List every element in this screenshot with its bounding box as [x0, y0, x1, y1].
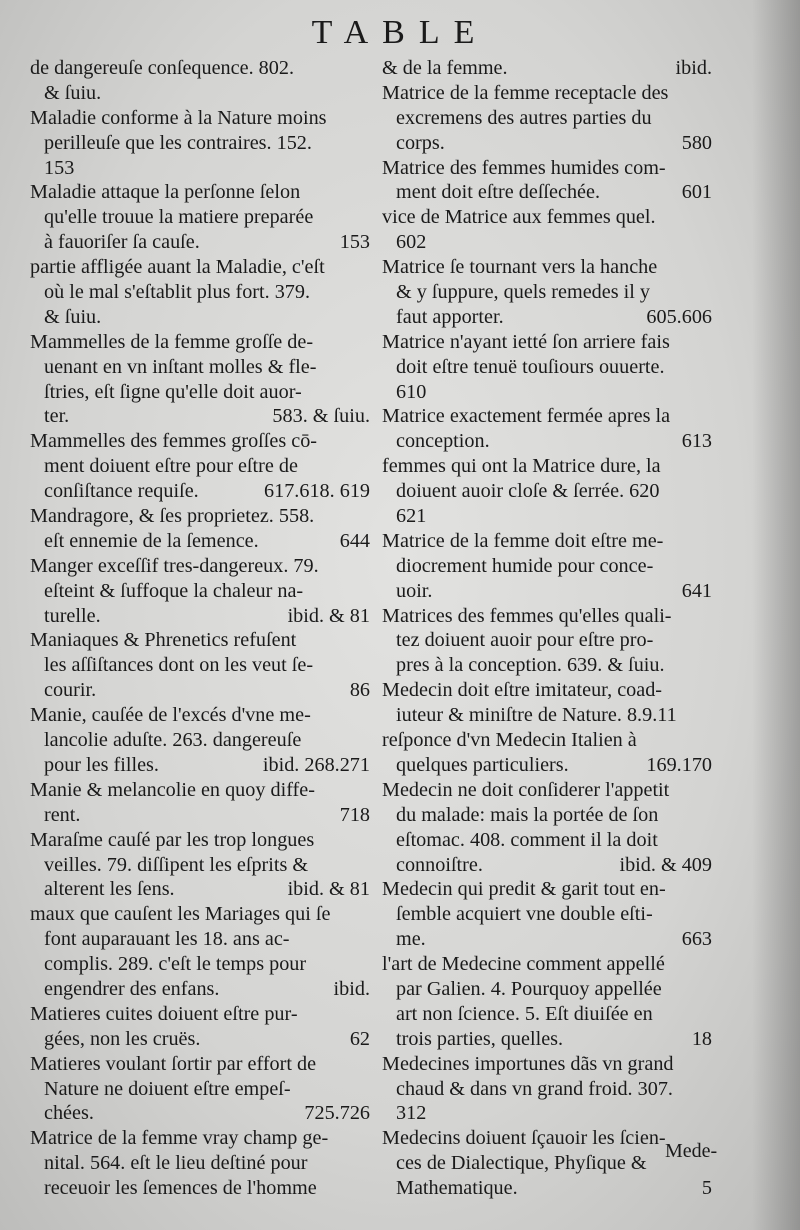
page-reference: 153	[339, 231, 370, 254]
entry-text: eſt ennemie de la ſemence.	[44, 529, 259, 552]
entry-line	[30, 877, 370, 902]
entry-line	[30, 454, 370, 479]
entry-text: Mammelles des femmes groſſes cō-	[30, 430, 318, 453]
entry-text: pres à la conception. 639. & ſuiu.	[396, 654, 665, 677]
entry-line	[30, 1126, 370, 1151]
entry-text: doit eſtre tenuë touſiours ouuerte.	[396, 355, 665, 378]
entry-text: diocrement humide pour conce-	[396, 554, 654, 577]
entry-text: Matrice exactement fermée apres la	[382, 405, 671, 428]
entry-text: ces de Dialectique, Phyſique &	[396, 1152, 647, 1175]
entry-line	[382, 803, 712, 828]
entry-line	[30, 653, 370, 678]
index-entry	[30, 106, 370, 181]
index-entry	[382, 81, 712, 156]
entry-line	[382, 81, 712, 106]
entry-line	[30, 131, 370, 156]
entry-line	[30, 504, 370, 529]
entry-text: Maladie attaque la perſonne ſelon	[30, 181, 301, 204]
index-entry	[382, 529, 712, 604]
entry-line	[382, 330, 712, 355]
page-reference: 580	[681, 131, 712, 154]
entry-line	[30, 205, 370, 230]
entry-line	[382, 1151, 712, 1176]
entry-line	[382, 56, 712, 81]
index-entry	[382, 330, 712, 405]
entry-line	[382, 902, 712, 927]
page-title: TABLE	[311, 14, 489, 51]
entry-text: trois parties, quelles.	[396, 1027, 564, 1050]
entry-text: du malade: mais la portée de ſon	[396, 803, 659, 826]
entry-text: chaud & dans vn grand froid. 307.	[396, 1077, 673, 1100]
entry-line	[30, 1027, 370, 1052]
page-reference: ibid. & 81	[287, 604, 370, 627]
entry-line	[382, 230, 712, 255]
entry-text: pour les filles.	[44, 753, 159, 776]
page-reference: 641	[681, 579, 712, 602]
entry-line	[30, 1077, 370, 1102]
entry-text: doiuent auoir cloſe & ſerrée. 620	[396, 480, 660, 503]
entry-line	[382, 828, 712, 853]
entry-line	[382, 529, 712, 554]
entry-line	[382, 678, 712, 703]
entry-line	[382, 554, 712, 579]
entry-line	[30, 678, 370, 703]
entry-text: vice de Matrice aux femmes quel.	[382, 206, 656, 229]
entry-line	[30, 604, 370, 629]
entry-text: ter.	[44, 405, 70, 428]
page-reference: ibid.	[333, 977, 370, 1000]
entry-text: ſtries, eſt ſigne qu'elle doit auor-	[44, 380, 302, 403]
entry-line	[382, 952, 712, 977]
index-entry	[382, 404, 712, 454]
page-reference: ibid. & 81	[287, 878, 370, 901]
page-edge-shadow	[752, 0, 800, 1230]
page-reference: 601	[681, 181, 712, 204]
entry-line	[382, 653, 712, 678]
entry-line	[382, 106, 712, 131]
entry-text: Matrices des femmes qu'elles quali-	[382, 604, 672, 627]
entry-line	[30, 180, 370, 205]
index-entry	[30, 554, 370, 629]
entry-text: où le mal s'eſtablit plus fort. 379.	[44, 281, 311, 304]
entry-text: excremens des autres parties du	[396, 106, 652, 129]
index-entry	[30, 429, 370, 504]
entry-text: chées.	[44, 1102, 94, 1125]
entry-line	[382, 977, 712, 1002]
entry-text: art non ſcience. 5. Eſt diuiſée en	[396, 1002, 653, 1025]
entry-line	[30, 81, 370, 106]
entry-line	[382, 280, 712, 305]
page-reference: 617.618. 619	[264, 480, 370, 503]
entry-text: veilles. 79. diſſipent les eſprits &	[44, 853, 309, 876]
entry-text: Manie, cauſée de l'excés d'vne me-	[30, 704, 311, 727]
entry-text: & ſuiu.	[44, 305, 102, 328]
entry-text: lancolie aduſte. 263. dangereuſe	[44, 729, 302, 752]
entry-text: les aſſiſtances dont on les veut ſe-	[44, 654, 314, 677]
page-reference: 605.606	[646, 305, 712, 328]
entry-line	[30, 927, 370, 952]
entry-text: & ſuiu.	[44, 81, 102, 104]
entry-text: conception.	[396, 430, 490, 453]
entry-text: Mathematique.	[396, 1177, 518, 1200]
entry-text: faut apporter.	[396, 305, 504, 328]
entry-text: & de la femme.	[382, 57, 508, 79]
entry-line	[382, 205, 712, 230]
page-reference: 169.170	[646, 753, 712, 776]
entry-line	[30, 1151, 370, 1176]
right-index-column	[382, 56, 712, 1201]
left-index-column	[30, 56, 370, 1201]
entry-line	[30, 255, 370, 280]
entry-line	[30, 429, 370, 454]
entry-line	[382, 778, 712, 803]
entry-line	[30, 703, 370, 728]
entry-text: de dangereuſe conſequence. 802.	[30, 57, 294, 79]
entry-line	[382, 355, 712, 380]
entry-text: l'art de Medecine comment appellé	[382, 953, 665, 976]
entry-text: iuteur & miniſtre de Nature. 8.9.11	[396, 704, 677, 727]
entry-text: receuoir les ſemences de l'homme	[44, 1177, 317, 1200]
entry-text: Maraſme cauſé par les trop longues	[30, 828, 315, 851]
page-reference: 718	[339, 803, 370, 826]
entry-text: Manie & melancolie en quoy diffe-	[30, 778, 315, 801]
entry-line	[382, 429, 712, 454]
index-entry	[30, 703, 370, 778]
entry-text: complis. 289. c'eſt le temps pour	[44, 953, 307, 976]
entry-text: gées, non les cruës.	[44, 1027, 201, 1050]
entry-line	[30, 778, 370, 803]
entry-line	[382, 604, 712, 629]
entry-text: nital. 564. eſt le lieu deſtiné pour	[44, 1152, 308, 1175]
index-entry	[382, 1126, 712, 1201]
entry-text: qu'elle trouue la matiere preparée	[44, 206, 314, 229]
entry-text: Nature ne doiuent eſtre empeſ-	[44, 1077, 291, 1100]
entry-text: à fauoriſer ſa cauſe.	[44, 231, 200, 254]
index-entry	[382, 728, 712, 778]
index-entry	[30, 828, 370, 903]
index-entry	[382, 952, 712, 1052]
index-entry	[30, 1052, 370, 1127]
page-reference: ibid. & 409	[619, 853, 712, 876]
entry-line	[30, 1101, 370, 1126]
entry-line	[30, 280, 370, 305]
entry-line	[382, 479, 712, 504]
entry-line	[382, 1052, 712, 1077]
entry-line	[382, 180, 712, 205]
entry-text: engendrer des enfans.	[44, 977, 220, 1000]
entry-line	[382, 1077, 712, 1102]
entry-text: Medecin qui predit & garit tout en-	[382, 878, 666, 901]
page-reference: 86	[349, 679, 370, 702]
entry-text: me.	[396, 928, 426, 951]
entry-line	[382, 1126, 712, 1151]
page-reference: 644	[339, 529, 370, 552]
entry-text: tez doiuent auoir pour eſtre pro-	[396, 629, 654, 652]
page-reference: ibid. 268.271	[262, 753, 370, 776]
entry-line	[382, 1176, 712, 1201]
entry-line	[382, 156, 712, 181]
page-reference: 583. & ſuiu.	[272, 405, 370, 428]
entry-line	[382, 255, 712, 280]
entry-line	[30, 305, 370, 330]
entry-line	[30, 728, 370, 753]
entry-text: Matrice des femmes humides com-	[382, 156, 666, 179]
index-entry	[30, 56, 370, 106]
entry-text: 621	[396, 505, 427, 528]
entry-line	[30, 330, 370, 355]
entry-line	[30, 156, 370, 181]
entry-text: conſiſtance requiſe.	[44, 480, 199, 503]
page-reference: 725.726	[304, 1102, 370, 1125]
entry-line	[30, 106, 370, 131]
entry-line	[30, 628, 370, 653]
index-entry	[382, 205, 712, 255]
entry-text: 610	[396, 380, 427, 403]
page-reference: 18	[691, 1027, 712, 1050]
entry-text: 312	[396, 1102, 427, 1125]
entry-line	[382, 404, 712, 429]
entry-text: Maladie conforme à la Nature moins	[30, 106, 327, 129]
entry-line	[30, 355, 370, 380]
entry-line	[382, 579, 712, 604]
entry-text: uenant en vn inſtant molles & fle-	[44, 355, 317, 378]
entry-text: connoiſtre.	[396, 853, 483, 876]
entry-text: Matieres cuites doiuent eſtre pur-	[30, 1002, 298, 1025]
entry-line	[30, 977, 370, 1002]
entry-line	[382, 1101, 712, 1126]
entry-text: Mammelles de la femme groſſe de-	[30, 330, 314, 353]
entry-line	[30, 1002, 370, 1027]
entry-text: Medecin doit eſtre imitateur, coad-	[382, 679, 663, 702]
index-entry	[382, 678, 712, 728]
entry-text: Mandragore, & ſes proprietez. 558.	[30, 505, 315, 528]
page-reference: 62	[349, 1027, 370, 1050]
entry-text: alterent les ſens.	[44, 878, 175, 901]
entry-line	[30, 828, 370, 853]
entry-text: Maniaques & Phrenetics refuſent	[30, 629, 297, 652]
entry-text: Matrice ſe tournant vers la hanche	[382, 256, 658, 279]
entry-text: ment doit eſtre deſſechée.	[396, 181, 601, 204]
index-entry	[382, 255, 712, 330]
index-entry	[30, 902, 370, 1002]
entry-text: par Galien. 4. Pourquoy appellée	[396, 977, 662, 1000]
entry-line	[30, 753, 370, 778]
entry-line	[30, 554, 370, 579]
entry-text: Matrice de la femme doit eſtre me-	[382, 529, 664, 552]
entry-text: Medecin ne doit conſiderer l'appetit	[382, 778, 670, 801]
entry-line	[30, 230, 370, 255]
entry-line	[30, 579, 370, 604]
entry-text: eſteint & ſuffoque la chaleur na-	[44, 579, 304, 602]
index-entry	[30, 778, 370, 828]
entry-line	[30, 803, 370, 828]
entry-line	[30, 529, 370, 554]
entry-text: Matrice de la femme vray champ ge-	[30, 1127, 329, 1150]
entry-line	[30, 1052, 370, 1077]
entry-text: eſtomac. 408. comment il la doit	[396, 828, 658, 851]
entry-text: 602	[396, 231, 427, 254]
entry-text: & y ſuppure, quels remedes il y	[396, 281, 650, 304]
entry-text: Manger exceſſif tres-dangereux. 79.	[30, 554, 319, 577]
entry-line	[30, 404, 370, 429]
entry-line	[382, 927, 712, 952]
index-entry	[382, 454, 712, 529]
index-entry	[382, 56, 712, 81]
index-entry	[382, 1052, 712, 1127]
page-reference: ibid.	[675, 57, 712, 79]
entry-text: font auparauant les 18. ans ac-	[44, 928, 290, 951]
entry-line	[30, 952, 370, 977]
index-entry	[30, 504, 370, 554]
entry-line	[382, 131, 712, 156]
entry-text: corps.	[396, 131, 445, 154]
catchword: Mede-	[665, 1140, 718, 1162]
page-reference: 663	[681, 928, 712, 951]
entry-text: ſemble acquiert vne double eſti-	[396, 903, 653, 926]
index-entry	[30, 255, 370, 330]
entry-line	[382, 504, 712, 529]
index-entry	[382, 778, 712, 878]
entry-line	[382, 753, 712, 778]
page-reference: 5	[701, 1177, 712, 1200]
entry-text: 153	[44, 156, 75, 179]
entry-text: ment doiuent eſtre pour eſtre de	[44, 455, 298, 478]
entry-text: uoir.	[396, 579, 433, 602]
entry-line	[30, 1176, 370, 1201]
entry-text: reſponce d'vn Medecin Italien à	[382, 729, 637, 752]
entry-line	[30, 902, 370, 927]
entry-line	[382, 628, 712, 653]
entry-text: Matrice de la femme receptacle des	[382, 81, 669, 104]
entry-text: quelques particuliers.	[396, 753, 569, 776]
index-entry	[30, 628, 370, 703]
entry-line	[382, 877, 712, 902]
entry-line	[30, 56, 370, 81]
index-entry	[382, 156, 712, 206]
entry-line	[382, 454, 712, 479]
entry-text: partie affligée auant la Maladie, c'eſt	[30, 256, 325, 279]
entry-text: perilleuſe que les contraires. 152.	[44, 131, 312, 154]
entry-text: Medecins doiuent ſçauoir les ſcien-	[382, 1127, 666, 1150]
entry-text: Medecines importunes dãs vn grand	[382, 1052, 674, 1075]
index-entry	[30, 1126, 370, 1201]
entry-line	[30, 479, 370, 504]
index-entry	[30, 1002, 370, 1052]
entry-line	[382, 703, 712, 728]
index-entry	[30, 330, 370, 430]
entry-text: Matrice n'ayant ietté ſon arriere fais	[382, 330, 670, 353]
entry-line	[382, 1027, 712, 1052]
entry-line	[30, 380, 370, 405]
entry-text: rent.	[44, 803, 81, 826]
index-entry	[382, 877, 712, 952]
entry-line	[30, 853, 370, 878]
page-reference: 613	[681, 430, 712, 453]
entry-text: turelle.	[44, 604, 101, 627]
entry-line	[382, 380, 712, 405]
entry-text: maux que cauſent les Mariages qui ſe	[30, 903, 331, 926]
index-entry	[382, 604, 712, 679]
entry-line	[382, 853, 712, 878]
entry-line	[382, 305, 712, 330]
entry-text: Matieres voulant ſortir par effort de	[30, 1052, 317, 1075]
entry-line	[382, 728, 712, 753]
entry-line	[382, 1002, 712, 1027]
index-entry	[30, 180, 370, 255]
entry-text: courir.	[44, 679, 97, 702]
entry-text: femmes qui ont la Matrice dure, la	[382, 455, 661, 478]
